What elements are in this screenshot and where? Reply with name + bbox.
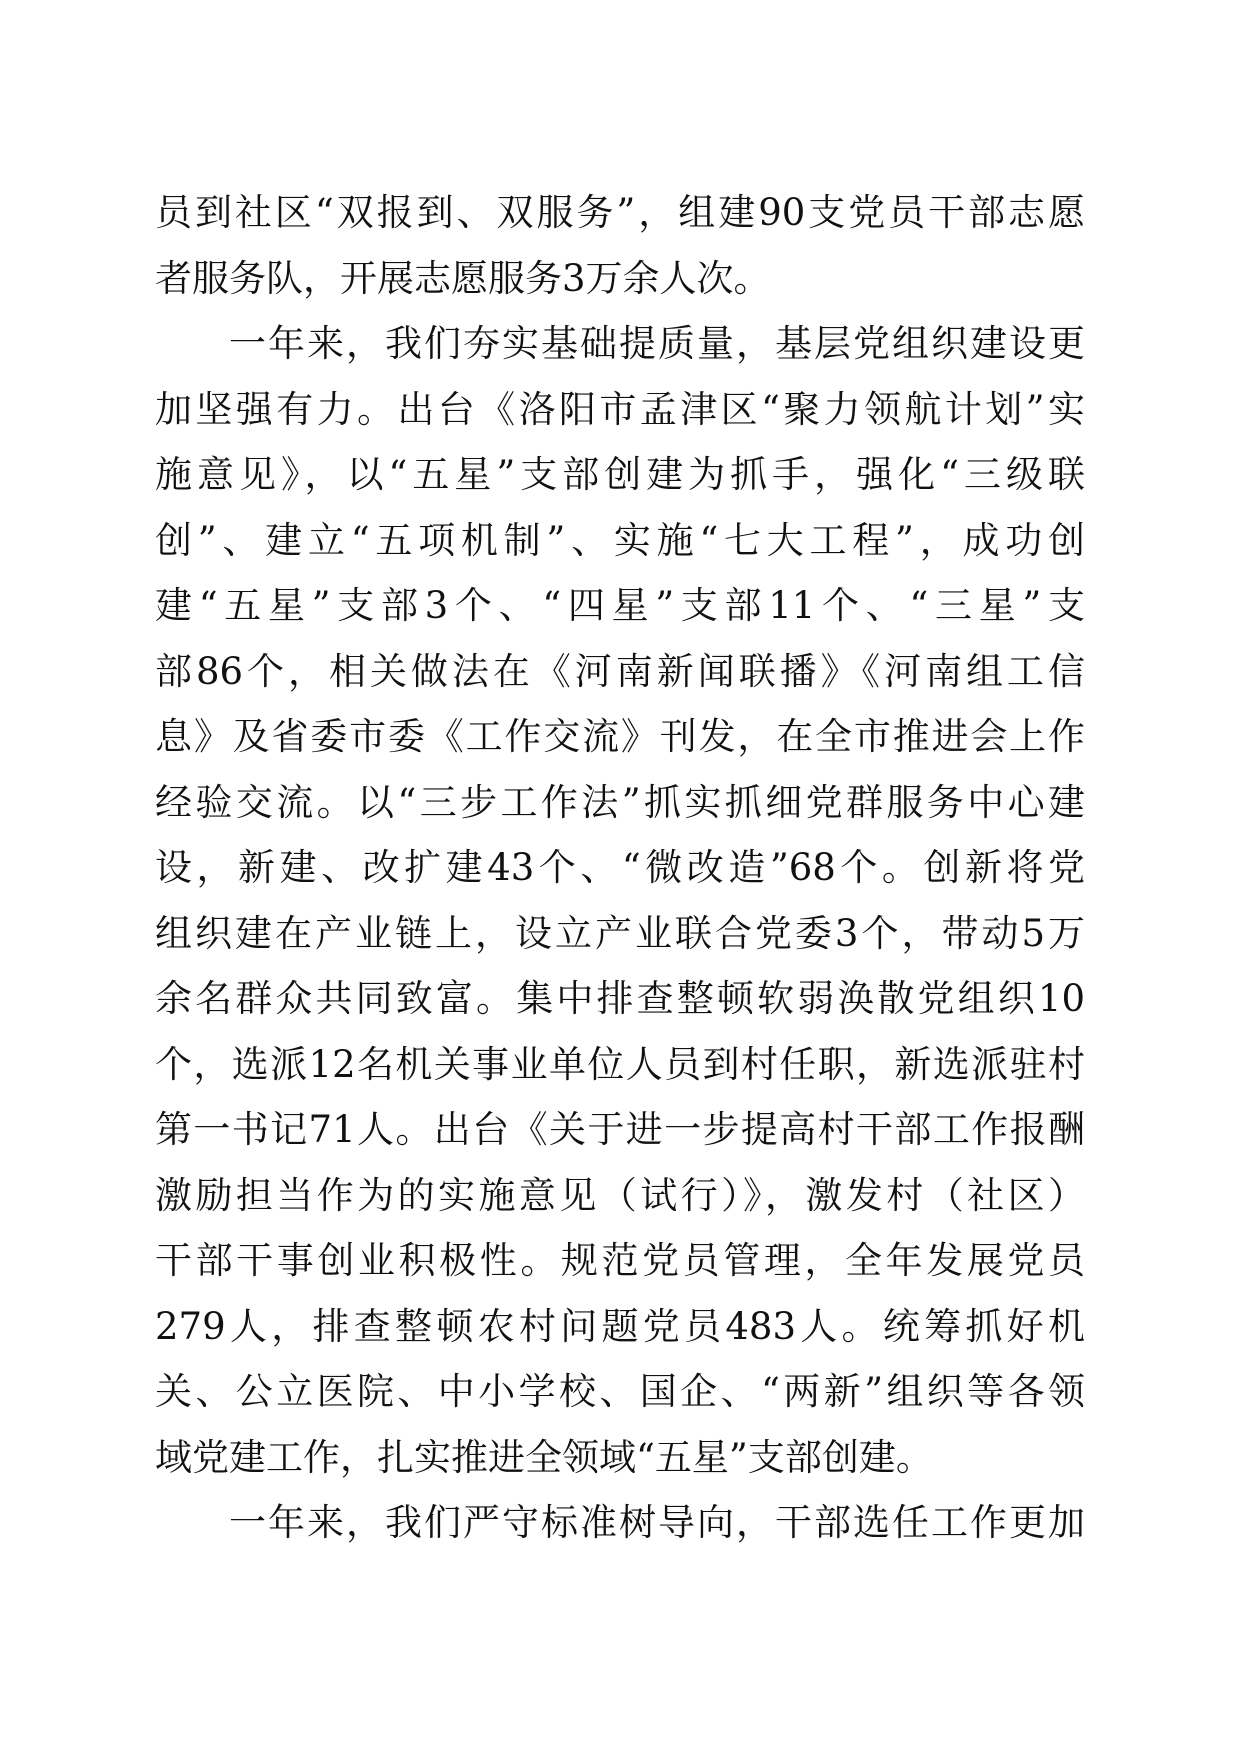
text-line: 组织建在产业链上，设立产业联合党委3个，带动5万	[155, 911, 1085, 955]
text-line: 关、公立医院、中小学校、国企、“两新”组织等各领	[155, 1370, 1085, 1413]
text-line: 第一书记71人。出台《关于进一步提高村干部工作报酬	[155, 1108, 1085, 1151]
text-line: 息》及省委市委《工作交流》刊发，在全市推进会上作	[155, 715, 1085, 758]
text-line: 经验交流。以“三步工作法”抓实抓细党群服务中心建	[155, 780, 1085, 824]
text-line: 279人，排查整顿农村问题党员483人。统筹抓好机	[155, 1304, 1085, 1348]
text-line: 域党建工作，扎实推进全领域“五星”支部创建。	[155, 1435, 933, 1479]
paragraph-first-line: 一年来，我们夯实基础提质量，基层党组织建设更	[229, 322, 1085, 365]
text-line: 员到社区“双报到、双服务”，组建90支党员干部志愿	[155, 191, 1085, 234]
text-line: 设，新建、改扩建43个、“微改造”68个。创新将党	[155, 846, 1085, 889]
text-line: 者服务队，开展志愿服务3万余人次。	[155, 256, 771, 300]
text-line: 余名群众共同致富。集中排查整顿软弱涣散党组织10	[155, 977, 1085, 1020]
text-line: 激励担当作为的实施意见（试行）》，激发村（社区）	[155, 1173, 1085, 1217]
text-line: 建“五星”支部3个、“四星”支部11个、“三星”支	[155, 584, 1085, 627]
text-line: 加坚强有力。出台《洛阳市孟津区“聚力领航计划”实	[155, 387, 1085, 431]
text-line: 个，选派12名机关事业单位人员到村任职，新选派驻村	[155, 1042, 1085, 1086]
text-line: 干部干事创业积极性。规范党员管理，全年发展党员	[155, 1239, 1085, 1282]
paragraph-first-line: 一年来，我们严守标准树导向，干部选任工作更加	[229, 1501, 1085, 1544]
text-line: 部86个，相关做法在《河南新闻联播》《河南组工信	[155, 649, 1085, 693]
text-line: 创”、建立“五项机制”、实施“七大工程”，成功创	[155, 518, 1085, 562]
body-text	[155, 180, 1085, 1556]
text-line: 施意见》，以“五星”支部创建为抓手，强化“三级联	[155, 453, 1085, 496]
